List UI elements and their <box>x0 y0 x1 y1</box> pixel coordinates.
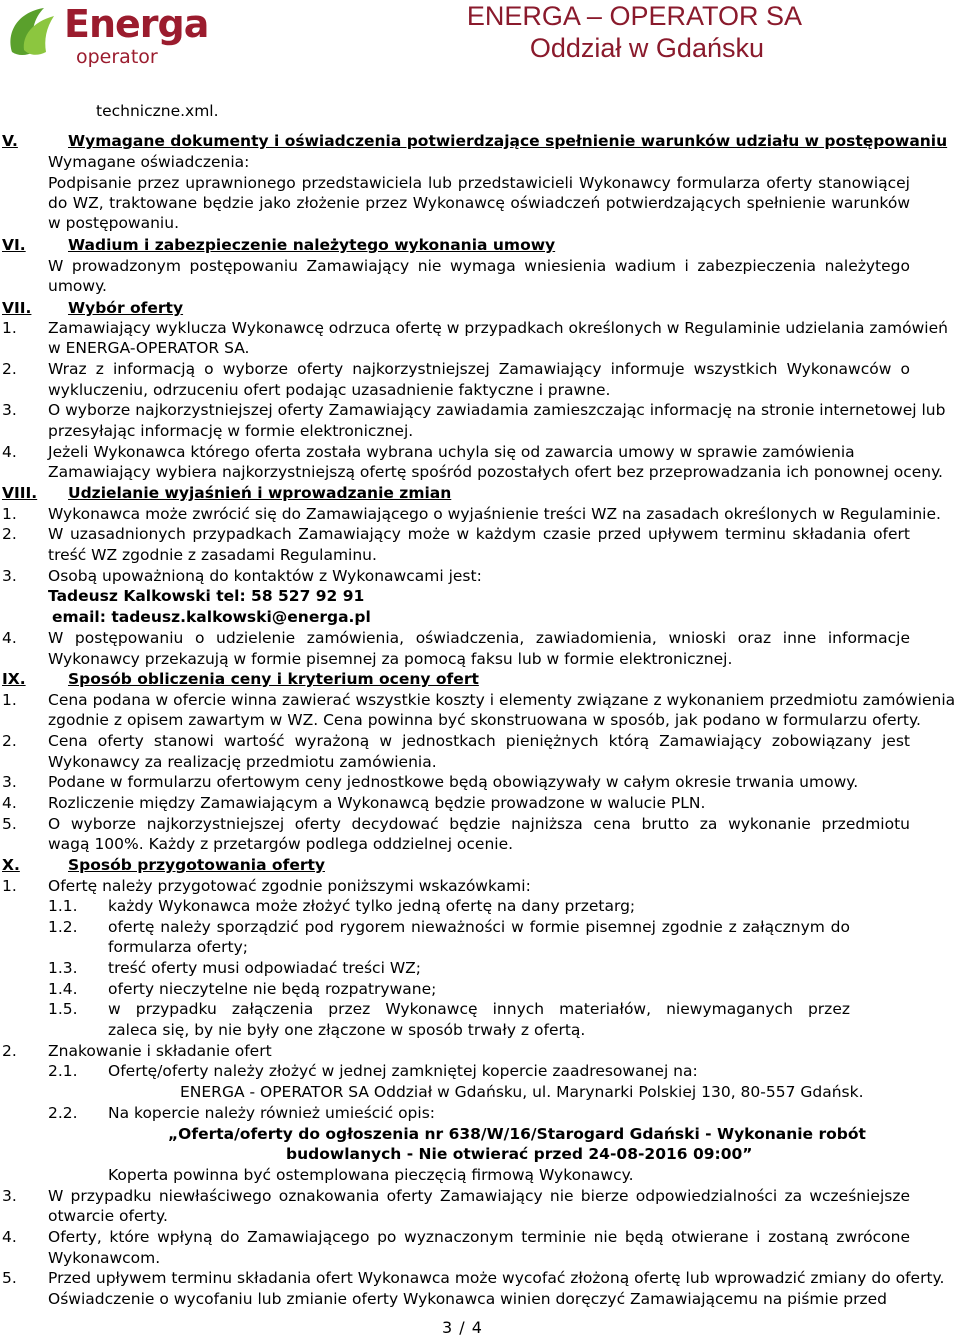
text-line: ENERGA - OPERATOR SA Oddział w Gdańsku, ul. Marynarki Polskiej 130, 80-557 Gdańsk. <box>180 1083 864 1101</box>
text-line: przesyłając informację w formie elektronicznej. <box>48 422 414 440</box>
text-line: 4. <box>2 1228 17 1246</box>
text-line: Tadeusz Kalkowski tel: 58 527 92 91 <box>48 587 365 605</box>
text-line: 2. <box>2 1042 17 1060</box>
text-line: V. <box>2 132 18 150</box>
energa-logo <box>4 2 209 72</box>
text-line: 1.2. <box>48 918 78 936</box>
text-line: 1.3. <box>48 959 78 977</box>
logo-word: Energa <box>64 2 209 46</box>
text-line: Wykonawcy przekazują w formie pisemnej za pomocą faksu lub w formie elektronicznej. <box>48 650 733 668</box>
text-line: umowy. <box>48 277 107 295</box>
text-line: Cena oferty stanowi wartość wyrażoną w jednostkach pieniężnych którą Zamawiający zobowiązany jest <box>48 732 910 750</box>
text-line: Osobą upoważnioną do kontaktów z Wykonawcami jest: <box>48 567 482 585</box>
text-line: Wykonawca może zwrócić się do Zamawiającego o wyjaśnienie treści WZ na zasadach określonych w Regulaminie. <box>48 505 941 523</box>
text-line: Wraz z informacją o wyborze oferty najkorzystniejszej Zamawiający informuje wszystkich Wykonawców o <box>48 360 910 378</box>
text-line: Podpisanie przez uprawnionego przedstawiciela lub przedstawicieli Wykonawcy formularza oferty stanowiącej <box>48 174 910 192</box>
text-line: IX. <box>2 670 26 688</box>
text-line: 2.2. <box>48 1104 78 1122</box>
text-line: Wadium i zabezpieczenie należytego wykonania umowy <box>68 236 556 254</box>
text-line: treść oferty musi odpowiadać treści WZ; <box>108 959 421 977</box>
text-line: Zamawiający wyklucza Wykonawcę odrzuca ofertę w przypadkach określonych w Regulaminie udzielania zamówień <box>48 319 948 337</box>
text-line: Przed upływem terminu składania ofert Wykonawca może wycofać złożoną ofertę lub wprowadzić zmiany do oferty. <box>48 1269 945 1287</box>
text-line: w ENERGA-OPERATOR SA. <box>48 339 250 357</box>
text-line: Rozliczenie między Zamawiającym a Wykonawcą będzie prowadzone w walucie PLN. <box>48 794 706 812</box>
text-line: Na kopercie należy również umieścić opis: <box>108 1104 435 1122</box>
text-line: 1.1. <box>48 897 78 915</box>
text-line: 3. <box>2 567 17 585</box>
text-line: każdy Wykonawca może złożyć tylko jedną ofertę na dany przetarg; <box>108 897 636 915</box>
text-line: do WZ, traktowane będzie jako złożenie przez Wykonawcę oświadczeń potwierdzających spełnienie warunków <box>48 194 910 212</box>
text-line: O wyborze najkorzystniejszej oferty decydować będzie najniższa cena brutto za wykonanie przedmiotu <box>48 815 910 833</box>
text-line: O wyborze najkorzystniejszej oferty Zamawiający zawiadamia zamieszczając informację na stronie internetowej lub <box>48 401 946 419</box>
text-line: w przypadku załączenia przez Wykonawcę innych materiałów, niewymaganych przez <box>108 1000 850 1018</box>
text-line: Znakowanie i składanie ofert <box>48 1042 272 1060</box>
text-line: 1.5. <box>48 1000 78 1018</box>
text-line: budowlanych - Nie otwierać przed 24-08-2016 09:00” <box>286 1145 753 1163</box>
company-name: ENERGA – OPERATOR SA <box>466 1 802 31</box>
text-line: Ofertę/oferty należy złożyć w jednej zamkniętej kopercie zaadresowanej na: <box>108 1062 698 1080</box>
text-line: „Oferta/oferty do ogłoszenia nr 638/W/16/Starogard Gdański - Wykonanie robót <box>168 1125 866 1143</box>
text-line: zaleca się, by nie były one złączone w sposób trwały z ofertą. <box>108 1021 586 1039</box>
page-number: 3 / 4 <box>442 1318 483 1337</box>
text-line: Wymagane oświadczenia: <box>48 153 250 171</box>
text-line: 5. <box>2 1269 17 1287</box>
text-line: formularza oferty; <box>108 938 249 956</box>
leaf-icon <box>4 2 64 62</box>
text-line: Oświadczenie o wycofaniu lub zmianie oferty Wykonawca winien doręczyć Zamawiającemu na piśmie przed <box>48 1290 887 1308</box>
text-line: 4. <box>2 629 17 647</box>
text-line: email: tadeusz.kalkowski@energa.pl <box>52 608 371 626</box>
text-line: 4. <box>2 794 17 812</box>
text-line: W prowadzonym postępowaniu Zamawiający nie wymaga wniesienia wadium i zabezpieczenia należytego <box>48 257 910 275</box>
text-line: Wymagane dokumenty i oświadczenia potwierdzające spełnienie warunków udziału w postępowaniu <box>68 132 948 150</box>
text-line: 3. <box>2 1187 17 1205</box>
text-line: W przypadku niewłaściwego oznakowania oferty Zamawiający nie bierze odpowiedzialności za wcześniejsze <box>48 1187 910 1205</box>
text-line: Sposób obliczenia ceny i kryterium oceny ofert <box>68 670 479 688</box>
text-line: Oferty, które wpłyną do Zamawiającego po wyznaczonym terminie nie będą otwierane i zostaną zwrócone <box>48 1228 910 1246</box>
text-line: oferty nieczytelne nie będą rozpatrywane; <box>108 980 437 998</box>
text-line: 2. <box>2 525 17 543</box>
text-line: 5. <box>2 815 17 833</box>
text-line: Wykonawcy za realizację przedmiotu zamówienia. <box>48 753 437 771</box>
text-line: 3. <box>2 773 17 791</box>
page-header <box>0 0 960 80</box>
text-line: treść WZ zgodnie z zasadami Regulaminu. <box>48 546 377 564</box>
text-line: Podane w formularzu ofertowym ceny jednostkowe będą obowiązywały w całym okresie trwania umowy. <box>48 773 859 791</box>
text-line: VIII. <box>2 484 38 502</box>
text-line: 4. <box>2 443 17 461</box>
text-line: VI. <box>2 236 26 254</box>
text-line: 2. <box>2 732 17 750</box>
text-line: wykluczeniu, odrzuceniu ofert podając uzasadnienie faktyczne i prawne. <box>48 381 611 399</box>
text-line: Ofertę należy przygotować zgodnie poniższymi wskazówkami: <box>48 877 531 895</box>
text-line: 1. <box>2 319 17 337</box>
logo-sub: operator <box>76 46 158 68</box>
text-line: otwarcie oferty. <box>48 1207 168 1225</box>
text-line: VII. <box>2 299 32 317</box>
text-line: 2. <box>2 360 17 378</box>
text-line: X. <box>2 856 20 874</box>
text-line: W uzasadnionych przypadkach Zamawiający może w każdym czasie przed upływem terminu składania ofert <box>48 525 910 543</box>
text-line: Jeżeli Wykonawca którego oferta została wybrana uchyla się od zawarcia umowy w sprawie zamówienia <box>48 443 855 461</box>
text-line: Wykonawcom. <box>48 1249 161 1267</box>
text-line: zgodnie z opisem zawartym w WZ. Cena powinna być skonstruowana w sposób, jak podano w formularzu oferty. <box>48 711 921 729</box>
text-line: 1. <box>2 505 17 523</box>
text-line: ofertę należy sporządzić pod rygorem nieważności w formie pisemnej zgodnie z załącznym do <box>108 918 850 936</box>
text-line: techniczne.xml. <box>96 102 219 120</box>
text-line: w postępowaniu. <box>48 214 179 232</box>
text-line: Udzielanie wyjaśnień i wprowadzanie zmian <box>68 484 452 502</box>
text-line: 2.1. <box>48 1062 78 1080</box>
text-line: Wybór oferty <box>68 299 184 317</box>
branch-name: Oddział w Gdańsku <box>529 33 764 63</box>
text-line: W postępowaniu o udzielenie zamówienia, oświadczenia, zawiadomienia, wnioski oraz inne informacje <box>48 629 910 647</box>
text-line: Sposób przygotowania oferty <box>68 856 325 874</box>
text-line: 1.4. <box>48 980 78 998</box>
text-line: 3. <box>2 401 17 419</box>
text-line: Koperta powinna być ostemplowana pieczęcią firmową Wykonawcy. <box>108 1166 634 1184</box>
text-line: 1. <box>2 877 17 895</box>
text-line: wagą 100%. Każdy z przetargów podlega oddzielnej ocenie. <box>48 835 514 853</box>
text-line: 1. <box>2 691 17 709</box>
text-line: Cena podana w ofercie winna zawierać wszystkie koszty i elementy związane z wykonaniem przedmiotu zamówienia <box>48 691 956 709</box>
text-line: Zamawiający wybiera najkorzystniejszą ofertę spośród pozostałych ofert bez przeprowadzania ich ponownej oceny. <box>48 463 943 481</box>
